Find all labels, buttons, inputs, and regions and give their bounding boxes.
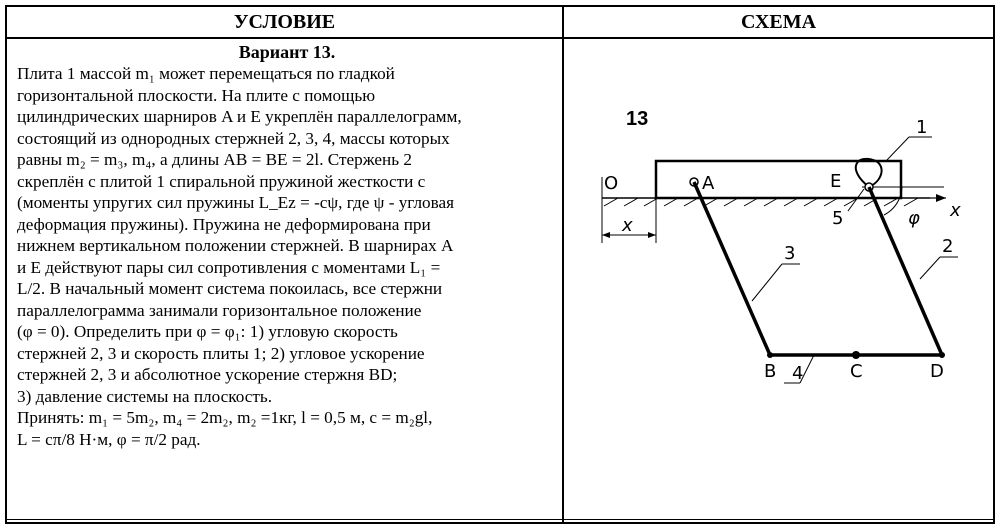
joint-D xyxy=(939,352,945,358)
label-C: C xyxy=(850,361,863,382)
condition-line: состоящий из однородных стержней 2, 3, 4, массы которых xyxy=(17,128,450,148)
label-3: 3 xyxy=(784,243,796,264)
label-D: D xyxy=(930,361,944,382)
condition-line: (моменты упругих сил пружины L_Ez = -cψ, где ψ - угловая xyxy=(17,193,455,212)
label-4: 4 xyxy=(792,363,804,384)
table-header-row xyxy=(7,7,993,39)
joint-B xyxy=(767,352,773,358)
label-1: 1 xyxy=(916,117,928,138)
condition-line: параллелограмма занимали горизонтальное положение xyxy=(17,300,422,320)
condition-line: L = cπ/8 Н·м, φ = π/2 рад. xyxy=(17,429,201,449)
mechanism-drawing xyxy=(564,39,993,522)
label-5: 5 xyxy=(832,208,844,229)
condition-line: L/2. В начальный момент система покоилась, все стержни xyxy=(17,279,443,298)
origin-label: O xyxy=(604,173,619,194)
condition-line: (φ = 0). Определить при φ = φ₁: 1) угловую скорость xyxy=(17,322,398,341)
condition-line: стержней 2, 3 и скорость плиты 1; 2) угловое ускорение xyxy=(17,343,425,363)
scheme-header: СХЕМА xyxy=(740,11,817,33)
label-E: E xyxy=(830,171,842,192)
label-A: A xyxy=(702,173,715,194)
scheme-variant-number: 13 xyxy=(626,108,649,130)
condition-line: Плита 1 массой m₁ может перемещаться по гладкой xyxy=(17,64,395,83)
condition-line: 3) давление системы на плоскость. xyxy=(17,386,273,406)
leader-2 xyxy=(920,257,940,279)
x-dimension-arrow-left xyxy=(602,232,610,238)
condition-header: УСЛОВИЕ xyxy=(233,11,336,33)
condition-line: и E действуют пары сил сопротивления с моментами L₁ = xyxy=(17,257,441,277)
condition-line: стержней 2, 3 и абсолютное ускорение стержня BD; xyxy=(17,365,398,384)
center-C xyxy=(852,351,860,359)
label-2: 2 xyxy=(942,236,954,257)
variant-title: Вариант 13. xyxy=(238,42,336,62)
condition-line: Принять: m₁ = 5m₂, m₄ = 2m₂, m₂ =1кг, l = 0,5 м, c = m₂gl, xyxy=(17,408,433,427)
scheme-diagram xyxy=(564,39,993,522)
x-dimension-arrow-right xyxy=(648,232,656,238)
rod-3 xyxy=(694,182,770,355)
condition-line: деформация пружины). Пружина не деформирована при xyxy=(17,214,431,234)
condition-line: цилиндрических шарниров A и E укреплён параллелограмм, xyxy=(17,107,462,126)
bottom-rule xyxy=(7,519,993,520)
x-coordinate-label: x xyxy=(622,215,633,236)
label-B: B xyxy=(764,361,777,382)
leader-3 xyxy=(752,264,782,301)
angle-phi-label: φ xyxy=(908,208,920,229)
condition-text xyxy=(17,41,557,450)
task-table xyxy=(5,5,995,524)
condition-line: равны m₂ = m₃, m₄, а длины AB = BE = 2l. Стержень 2 xyxy=(17,150,412,169)
condition-line: горизонтальной плоскости. На плите с помощью xyxy=(17,85,376,105)
x-axis-label: x xyxy=(950,200,961,221)
condition-line: скреплён с плитой 1 спиральной пружиной жесткости c xyxy=(17,171,426,191)
x-axis-arrow xyxy=(936,194,946,202)
leader-1 xyxy=(886,137,909,161)
rod-2 xyxy=(869,187,942,355)
condition-line: нижнем вертикальном положении стержней. В шарнирах A xyxy=(17,236,454,255)
